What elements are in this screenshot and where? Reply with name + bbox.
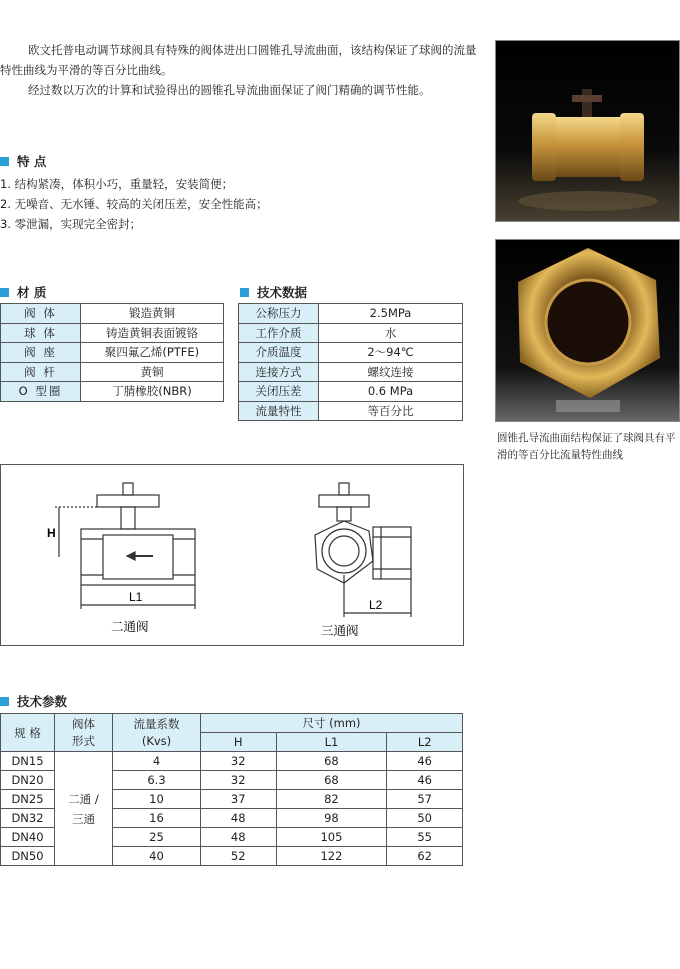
label-l2: L2	[369, 598, 383, 612]
square-bullet-icon	[240, 288, 249, 297]
table-row	[1, 304, 224, 324]
cell-h: 48	[201, 809, 277, 828]
materials-table	[0, 303, 224, 402]
tech-value: 水	[319, 323, 463, 343]
square-bullet-icon	[0, 288, 9, 297]
cell-kvs: 6.3	[113, 771, 201, 790]
col-l2: L2	[387, 733, 463, 752]
params-title: 技术参数	[17, 694, 68, 709]
table-row	[1, 343, 224, 363]
tech-key: 工作介质	[239, 323, 319, 343]
tech-table	[238, 303, 463, 421]
tech-key: 连接方式	[239, 362, 319, 382]
col-body-form	[55, 714, 113, 752]
header-line: 形式	[72, 733, 95, 748]
material-key: 阀 体	[1, 304, 81, 324]
cell-l2: 62	[387, 847, 463, 866]
cell-kvs: 16	[113, 809, 201, 828]
params-heading	[0, 692, 67, 710]
dimension-drawing	[0, 464, 464, 646]
square-bullet-icon	[0, 157, 9, 166]
table-row	[1, 323, 224, 343]
material-key: 阀 杆	[1, 362, 81, 382]
table-row	[239, 362, 463, 382]
tech-value: 0.6 MPa	[319, 382, 463, 402]
header-line: 阀体	[72, 716, 95, 731]
tech-value: 等百分比	[319, 401, 463, 421]
body-form-line: 二通 /	[68, 791, 99, 806]
tech-key: 公称压力	[239, 304, 319, 324]
cell-l1: 68	[276, 771, 387, 790]
cell-spec: DN25	[1, 790, 55, 809]
tech-key: 流量特性	[239, 401, 319, 421]
table-row	[1, 362, 224, 382]
table-row	[1, 752, 463, 771]
cell-spec: DN20	[1, 771, 55, 790]
cell-kvs: 40	[113, 847, 201, 866]
label-l1: L1	[129, 590, 143, 604]
table-header-row	[1, 714, 463, 733]
cell-h: 52	[201, 847, 277, 866]
cell-kvs: 25	[113, 828, 201, 847]
table-row	[239, 343, 463, 363]
cell-spec: DN32	[1, 809, 55, 828]
features-title: 特 点	[17, 154, 47, 169]
table-row	[239, 401, 463, 421]
material-value: 丁腈橡胶(NBR)	[81, 382, 224, 402]
cell-body-form	[55, 752, 113, 866]
actuator-plate	[97, 495, 159, 507]
table-row	[1, 382, 224, 402]
valve-side-photo	[495, 40, 680, 222]
material-key: 阀 座	[1, 343, 81, 363]
feature-item: 3. 零泄漏，实现完全密封；	[0, 217, 142, 231]
cell-spec: DN40	[1, 828, 55, 847]
material-value: 铸造黄铜表面镀铬	[81, 323, 224, 343]
intro-text	[0, 40, 478, 100]
table-row	[239, 323, 463, 343]
material-value: 锻造黄铜	[81, 304, 224, 324]
cell-l2: 57	[387, 790, 463, 809]
two-way-valve-caption: 二通阀	[111, 619, 149, 634]
cell-l2: 46	[387, 752, 463, 771]
square-bullet-icon	[0, 697, 9, 706]
cell-h: 32	[201, 752, 277, 771]
intro-paragraph-2: 经过数以万次的计算和试验得出的圆锥孔导流曲面保证了阀门精确的调节性能。	[28, 83, 431, 97]
cell-kvs: 4	[113, 752, 201, 771]
cell-l2: 50	[387, 809, 463, 828]
table-row	[239, 304, 463, 324]
col-spec: 规 格	[1, 714, 55, 752]
tech-key: 关闭压差	[239, 382, 319, 402]
intro-paragraph-1: 欧文托普电动调节球阀具有特殊的阀体进出口圆锥孔导流曲面，该结构保证了球阀的流量特性曲线为平滑的等百分比曲线。	[0, 43, 477, 77]
tech-value: 2.5MPa	[319, 304, 463, 324]
feature-item: 1. 结构紧凑，体积小巧，重量轻，安装简便；	[0, 177, 234, 191]
label-h: H	[47, 526, 56, 540]
params-table	[0, 713, 463, 866]
tech-key: 介质温度	[239, 343, 319, 363]
features-heading	[0, 152, 46, 170]
col-l1: L1	[276, 733, 387, 752]
cell-h: 32	[201, 771, 277, 790]
col-kvs	[113, 714, 201, 752]
col-h: H	[201, 733, 277, 752]
cell-l1: 122	[276, 847, 387, 866]
three-way-valve-caption: 三通阀	[321, 623, 359, 638]
cell-l1: 98	[276, 809, 387, 828]
header-line: (Kvs)	[141, 733, 172, 748]
cell-l2: 46	[387, 771, 463, 790]
header-line: 流量系数	[133, 716, 180, 731]
tech-heading	[240, 283, 307, 301]
col-size: 尺寸 (mm)	[201, 714, 463, 733]
cell-h: 48	[201, 828, 277, 847]
feature-item: 2. 无噪音、无水锤、较高的关闭压差，安全性能高；	[0, 197, 268, 211]
body-form-line: 三通	[72, 811, 95, 826]
cell-l1: 82	[276, 790, 387, 809]
material-value: 黄铜	[81, 362, 224, 382]
valve-end-photo	[495, 239, 680, 422]
cell-l1: 105	[276, 828, 387, 847]
cell-l1: 68	[276, 752, 387, 771]
table-row	[239, 382, 463, 402]
tech-value: 2～94℃	[319, 343, 463, 363]
material-value: 聚四氟乙烯(PTFE)	[81, 343, 224, 363]
photo-caption: 圆锥孔导流曲面结构保证了球阀具有平滑的等百分比流量特性曲线	[497, 432, 676, 461]
materials-heading	[0, 283, 46, 301]
tech-title: 技术数据	[257, 285, 308, 300]
material-key: O 型圈	[1, 382, 81, 402]
cell-h: 37	[201, 790, 277, 809]
cell-spec: DN15	[1, 752, 55, 771]
cell-l2: 55	[387, 828, 463, 847]
features-list	[0, 174, 268, 234]
material-key: 球 体	[1, 323, 81, 343]
cell-kvs: 10	[113, 790, 201, 809]
tech-value: 螺纹连接	[319, 362, 463, 382]
cell-spec: DN50	[1, 847, 55, 866]
materials-title: 材 质	[17, 285, 47, 300]
